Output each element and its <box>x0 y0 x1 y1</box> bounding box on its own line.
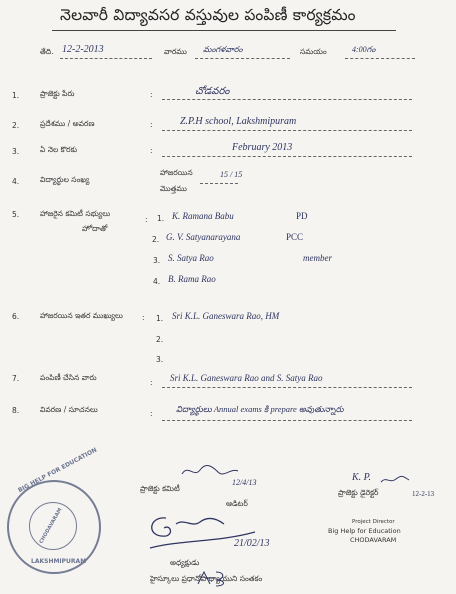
row-6-num: 6. <box>12 312 20 321</box>
row-8-label: వివరణ / సూచనలు <box>40 405 98 414</box>
row-7-colon: : <box>150 378 153 387</box>
committee-3-name: S. Satya Rao <box>168 253 214 263</box>
date-value: 12-2-2013 <box>62 44 104 55</box>
row-7-value: Sri K.L. Ganeswara Rao and S. Satya Rao <box>170 373 323 383</box>
row-3-label: ఏ నెల కొరకు <box>40 145 78 154</box>
row-5-sub-label: హోదాతో <box>82 224 108 233</box>
date-line <box>60 58 152 59</box>
hm-label: అధ్యక్షుడు <box>170 558 200 567</box>
row-3-line <box>162 156 412 157</box>
committee-date: 12/4/13 <box>232 478 257 487</box>
committee-label: ప్రాజెక్టు కమిటీ <box>140 484 180 493</box>
time-value: 4:00గం <box>352 45 376 54</box>
row-7-line <box>162 387 412 388</box>
hm-date: 21/02/13 <box>234 538 270 549</box>
row-4-label: విద్యార్థుల సంఖ్య <box>40 175 90 184</box>
row-8-colon: : <box>150 409 153 418</box>
row-4-present-label: హాజరయిన <box>160 168 193 177</box>
row-3-num: 3. <box>12 147 20 156</box>
committee-1-name: K. Ramana Babu <box>172 211 234 221</box>
row-8-line <box>162 420 412 421</box>
committee-2-role: PCC <box>286 232 304 242</box>
auditor-label: ఆడిటర్ <box>226 499 248 508</box>
committee-1-role: PD <box>296 211 308 221</box>
row-6-label: హాజరయిన ఇతర ముఖ్యులు <box>40 311 123 320</box>
row-5-label: హాజరైన కమిటీ సభ్యులు <box>40 209 111 218</box>
committee-signature <box>180 462 240 480</box>
row-3-value: February 2013 <box>232 142 293 153</box>
row-2-line <box>162 130 412 131</box>
director-org-1: Project Director <box>352 519 395 525</box>
other-3-num: 3. <box>156 355 164 364</box>
day-value: మంగళవారం <box>203 45 243 54</box>
committee-3-num: 3. <box>153 256 161 265</box>
time-line <box>345 58 415 59</box>
row-8-num: 8. <box>12 406 20 415</box>
official-stamp <box>7 446 101 574</box>
other-2-num: 2. <box>156 335 164 344</box>
row-1-value: చోడవరం <box>195 86 230 97</box>
row-2-value: Z.P.H school, Lakshmipuram <box>180 116 297 127</box>
row-4-num: 4. <box>12 177 20 186</box>
principal-label: హైస్కూలు ప్రధానోపాధ్యాయుని సంతకం <box>150 574 263 583</box>
title-underline <box>52 30 396 31</box>
row-2-colon: : <box>150 120 153 129</box>
principal-signature <box>196 568 236 588</box>
row-7-label: పంపిణీ చేసిన వారు <box>40 373 97 382</box>
row-3-colon: : <box>150 146 153 155</box>
stamp-outer-text: BIG HELP FOR EDUCATION <box>17 446 99 495</box>
director-signature: K. P. <box>352 472 371 483</box>
time-label: సమయం <box>300 47 327 56</box>
committee-3-role: member <box>303 253 332 263</box>
committee-2-name: G. V. Satyanarayana <box>166 232 241 242</box>
committee-1-num: 1. <box>157 214 165 223</box>
day-line <box>195 58 290 59</box>
row-5-colon: : <box>145 215 148 224</box>
other-1-name: Sri K.L. Ganeswara Rao, HM <box>172 311 280 321</box>
row-8-value: విద్యార్థులు Annual exams కి prepare అవుతున్నారు <box>176 404 344 414</box>
date-label: తేది. <box>40 47 54 56</box>
committee-2-num: 2. <box>152 235 160 244</box>
row-1-colon: : <box>150 90 153 99</box>
page-title: నెలవారీ విద్యావసర వస్తువుల పంపిణీ కార్యక్రమం <box>60 6 356 24</box>
row-6-colon: : <box>142 313 145 322</box>
row-5-num: 5. <box>12 210 20 219</box>
day-label: వారము <box>164 47 187 56</box>
row-4-value: 15 / 15 <box>220 170 243 179</box>
row-7-num: 7. <box>12 374 20 383</box>
director-date: 12-2-13 <box>412 490 435 498</box>
row-1-label: ప్రాజెక్టు పేరు <box>40 89 75 98</box>
row-4-line <box>200 183 238 184</box>
other-1-num: 1. <box>156 314 164 323</box>
director-signature-stroke <box>380 474 410 486</box>
stamp-bottom-text: LAKSHMIPURAM <box>31 558 87 565</box>
director-org-2: Big Help for Education <box>328 527 401 535</box>
director-label: ప్రాజెక్టు డైరెక్టర్ <box>338 488 379 497</box>
director-org-3: CHODAVARAM <box>350 536 397 544</box>
committee-4-name: B. Rama Rao <box>168 274 216 284</box>
row-2-label: ప్రదేశము / అవరణ <box>40 119 95 128</box>
row-1-line <box>162 99 412 100</box>
committee-4-num: 4. <box>153 277 161 286</box>
row-2-num: 2. <box>12 121 20 130</box>
row-4-total-label: మొత్తము <box>160 184 187 193</box>
row-1-num: 1. <box>12 91 20 100</box>
stamp-inner-text: CHODAVARAM <box>38 507 64 545</box>
